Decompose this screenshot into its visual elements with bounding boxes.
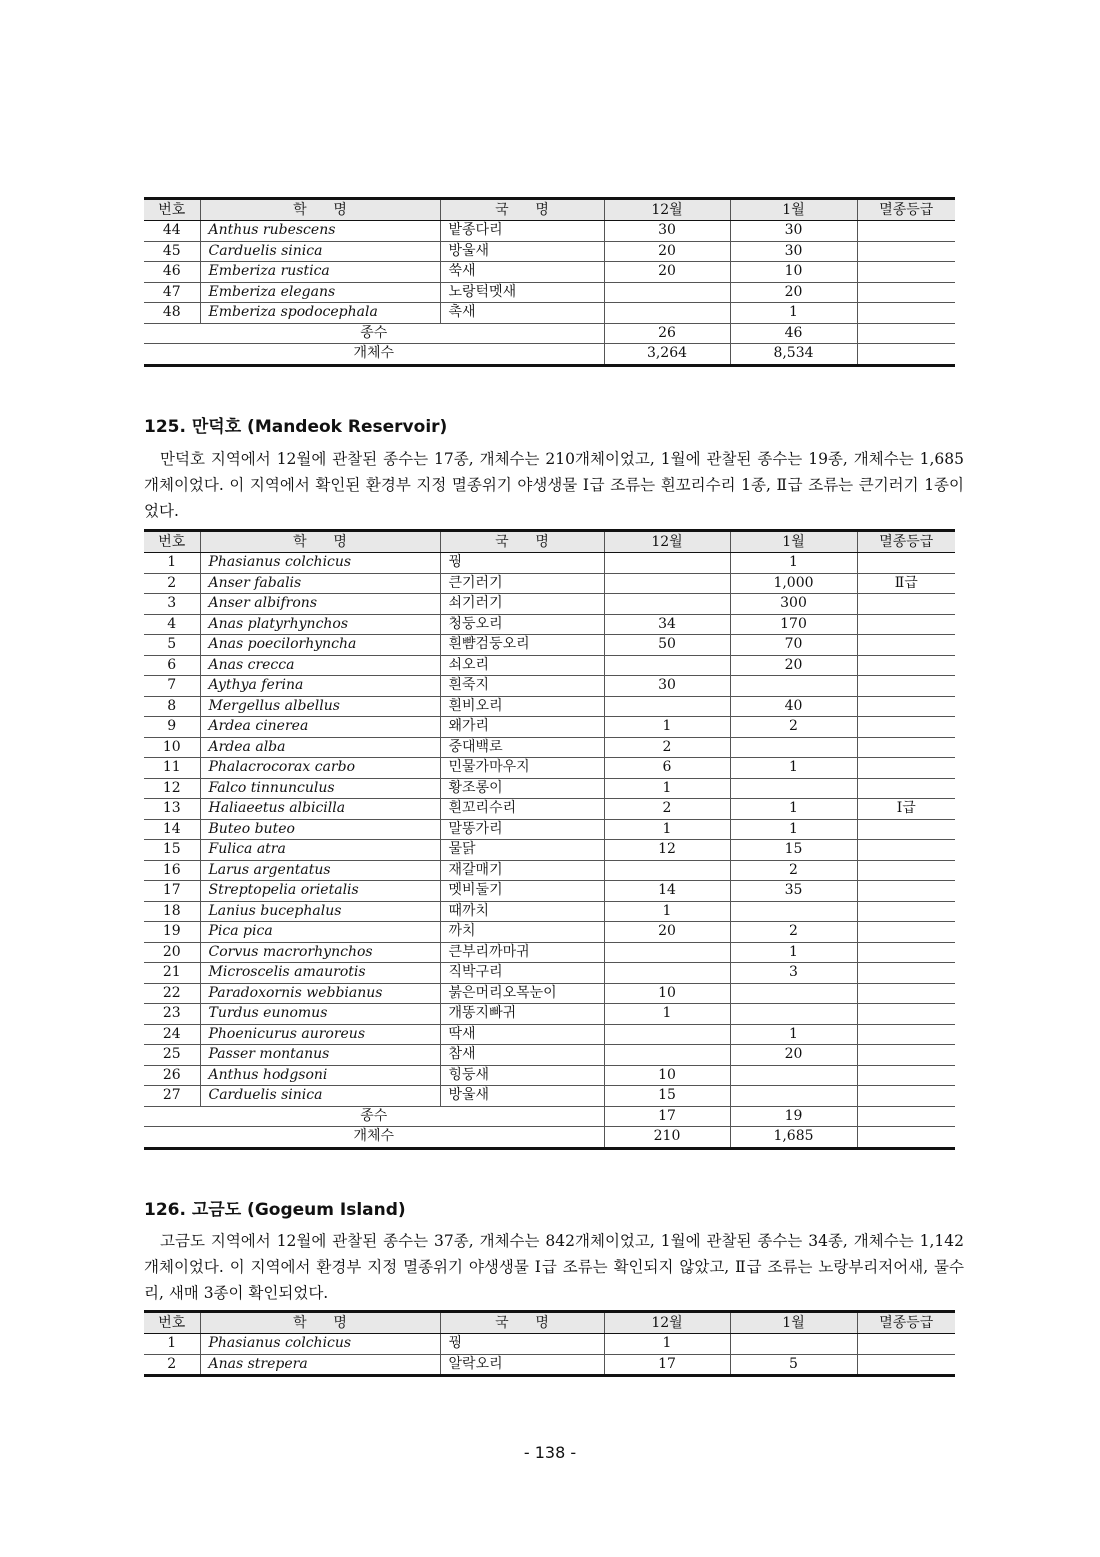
korean-name: 멧비둘기 [440,881,604,902]
december-count: 20 [604,922,730,943]
table-row [144,881,955,902]
scientific-name: Phalacrocorax carbo [200,758,440,779]
january-count [730,1334,857,1355]
table-row [144,778,955,799]
december-count: 2 [604,799,730,820]
individual-count-january: 8,534 [730,344,857,366]
korean-name: 말똥가리 [440,819,604,840]
row-number: 7 [144,676,200,697]
endangered-grade [857,778,955,799]
scientific-name: Carduelis sinica [200,241,440,262]
table-row [144,221,955,242]
december-count: 20 [604,262,730,283]
individual-count-grade [857,1127,955,1149]
korean-name: 알락오리 [440,1354,604,1376]
header-no: 번호 [144,199,200,221]
korean-name: 청둥오리 [440,614,604,635]
endangered-grade [857,1065,955,1086]
row-number: 19 [144,922,200,943]
row-number: 24 [144,1024,200,1045]
january-count: 2 [730,717,857,738]
endangered-grade [857,594,955,615]
january-count: 1 [730,1024,857,1045]
endangered-grade [857,614,955,635]
december-count: 10 [604,983,730,1004]
january-count: 30 [730,221,857,242]
table-row [144,262,955,283]
header-scientific-name: 학 명 [200,1312,440,1334]
header-endangered-grade: 멸종등급 [857,531,955,553]
scientific-name: Turdus eunomus [200,1004,440,1025]
individual-count-label: 개체수 [144,1127,604,1149]
korean-name: 민물가마우지 [440,758,604,779]
endangered-grade [857,655,955,676]
header-korean-name: 국 명 [440,199,604,221]
row-number: 1 [144,553,200,574]
endangered-grade [857,1045,955,1066]
scientific-name: Larus argentatus [200,860,440,881]
korean-name: 촉새 [440,303,604,324]
scientific-name: Carduelis sinica [200,1086,440,1107]
korean-name: 흰뺨검둥오리 [440,635,604,656]
december-count [604,696,730,717]
scientific-name: Falco tinnunculus [200,778,440,799]
species-count-label: 종수 [144,1106,604,1127]
scientific-name: Anas poecilorhyncha [200,635,440,656]
species-count-label: 종수 [144,323,604,344]
table-row [144,573,955,594]
scientific-name: Ardea alba [200,737,440,758]
january-count: 40 [730,696,857,717]
endangered-grade [857,1086,955,1107]
header-korean-name: 국 명 [440,531,604,553]
row-number: 27 [144,1086,200,1107]
korean-name: 흰죽지 [440,676,604,697]
table-row [144,860,955,881]
december-count: 2 [604,737,730,758]
scientific-name: Lanius bucephalus [200,901,440,922]
row-number: 14 [144,819,200,840]
header-scientific-name: 학 명 [200,531,440,553]
endangered-grade [857,282,955,303]
row-number: 21 [144,963,200,984]
header-no: 번호 [144,1312,200,1334]
january-count [730,676,857,697]
january-count: 3 [730,963,857,984]
endangered-grade [857,922,955,943]
species-count-january: 46 [730,323,857,344]
korean-name: 큰부리까마귀 [440,942,604,963]
header-endangered-grade: 멸종등급 [857,1312,955,1334]
individual-count-december: 3,264 [604,344,730,366]
row-number: 48 [144,303,200,324]
january-count: 1 [730,303,857,324]
endangered-grade [857,840,955,861]
korean-name: 직박구리 [440,963,604,984]
species-count-december: 17 [604,1106,730,1127]
december-count [604,594,730,615]
individual-count-grade [857,344,955,366]
december-count [604,1024,730,1045]
row-number: 45 [144,241,200,262]
endangered-grade [857,860,955,881]
table-row [144,799,955,820]
endangered-grade [857,1354,955,1376]
endangered-grade [857,737,955,758]
endangered-grade [857,262,955,283]
table-row [144,696,955,717]
header-january: 1월 [730,531,857,553]
korean-name: 황조롱이 [440,778,604,799]
header-korean-name: 국 명 [440,1312,604,1334]
row-number: 4 [144,614,200,635]
scientific-name: Anser albifrons [200,594,440,615]
korean-name: 때까치 [440,901,604,922]
species-table-mandeok [144,529,955,1150]
january-count: 20 [730,282,857,303]
species-count-grade [857,323,955,344]
species-table-gogeum [144,1310,955,1377]
january-count: 35 [730,881,857,902]
row-number: 23 [144,1004,200,1025]
endangered-grade [857,1334,955,1355]
endangered-grade [857,819,955,840]
december-count [604,573,730,594]
scientific-name: Haliaeetus albicilla [200,799,440,820]
table-row [144,635,955,656]
row-number: 44 [144,221,200,242]
individual-count-label: 개체수 [144,344,604,366]
scientific-name: Emberiza spodocephala [200,303,440,324]
species-table-continued [144,197,955,367]
december-count [604,282,730,303]
row-number: 11 [144,758,200,779]
endangered-grade [857,1004,955,1025]
row-number: 9 [144,717,200,738]
december-count: 50 [604,635,730,656]
january-count: 300 [730,594,857,615]
table-header-row [144,199,955,221]
december-count [604,553,730,574]
scientific-name: Anthus hodgsoni [200,1065,440,1086]
korean-name: 왜가리 [440,717,604,738]
korean-name: 흰비오리 [440,696,604,717]
header-january: 1월 [730,1312,857,1334]
scientific-name: Streptopelia orietalis [200,881,440,902]
korean-name: 쑥새 [440,262,604,283]
header-december: 12월 [604,199,730,221]
scientific-name: Fulica atra [200,840,440,861]
december-count: 6 [604,758,730,779]
table-row [144,922,955,943]
korean-name: 노랑턱멧새 [440,282,604,303]
endangered-grade [857,942,955,963]
scientific-name: Passer montanus [200,1045,440,1066]
korean-name: 재갈매기 [440,860,604,881]
december-count: 1 [604,1004,730,1025]
table-row [144,1045,955,1066]
individual-count-row [144,344,955,366]
korean-name: 밭종다리 [440,221,604,242]
table-row [144,840,955,861]
december-count [604,303,730,324]
table-row [144,655,955,676]
row-number: 3 [144,594,200,615]
december-count: 14 [604,881,730,902]
row-number: 26 [144,1065,200,1086]
table-header-row [144,1312,955,1334]
january-count: 10 [730,262,857,283]
table-row [144,614,955,635]
january-count [730,983,857,1004]
row-number: 2 [144,1354,200,1376]
section-125-title: 125. 만덕호 (Mandeok Reservoir) [144,417,448,437]
table-row [144,963,955,984]
table-row [144,282,955,303]
endangered-grade [857,881,955,902]
korean-name: 방울새 [440,1086,604,1107]
table-row [144,1065,955,1086]
header-endangered-grade: 멸종등급 [857,199,955,221]
row-number: 18 [144,901,200,922]
january-count: 1 [730,758,857,779]
table-row [144,553,955,574]
january-count: 2 [730,922,857,943]
january-count: 1 [730,553,857,574]
scientific-name: Buteo buteo [200,819,440,840]
scientific-name: Aythya ferina [200,676,440,697]
table-header-row [144,531,955,553]
scientific-name: Microscelis amaurotis [200,963,440,984]
january-count: 30 [730,241,857,262]
december-count: 1 [604,717,730,738]
scientific-name: Mergellus albellus [200,696,440,717]
row-number: 25 [144,1045,200,1066]
december-count: 1 [604,1334,730,1355]
january-count: 1,000 [730,573,857,594]
row-number: 12 [144,778,200,799]
table-row [144,758,955,779]
january-count [730,778,857,799]
endangered-grade [857,717,955,738]
december-count: 1 [604,901,730,922]
row-number: 22 [144,983,200,1004]
january-count: 20 [730,655,857,676]
table-row [144,1334,955,1355]
scientific-name: Paradoxornis webbianus [200,983,440,1004]
scientific-name: Anas strepera [200,1354,440,1376]
row-number: 20 [144,942,200,963]
row-number: 1 [144,1334,200,1355]
species-count-grade [857,1106,955,1127]
january-count [730,1004,857,1025]
january-count: 1 [730,799,857,820]
table-row [144,901,955,922]
row-number: 17 [144,881,200,902]
table-row [144,983,955,1004]
korean-name: 딱새 [440,1024,604,1045]
january-count [730,901,857,922]
december-count: 30 [604,221,730,242]
december-count [604,963,730,984]
endangered-grade [857,901,955,922]
december-count [604,1045,730,1066]
header-december: 12월 [604,531,730,553]
scientific-name: Phasianus colchicus [200,1334,440,1355]
december-count: 15 [604,1086,730,1107]
row-number: 47 [144,282,200,303]
korean-name: 방울새 [440,241,604,262]
january-count: 15 [730,840,857,861]
page-number: - 138 - [523,1443,577,1462]
january-count [730,1086,857,1107]
korean-name: 꿩 [440,553,604,574]
endangered-grade [857,303,955,324]
table-row [144,241,955,262]
endangered-grade: Ⅰ급 [857,799,955,820]
january-count: 170 [730,614,857,635]
table-row [144,737,955,758]
scientific-name: Emberiza elegans [200,282,440,303]
species-count-december: 26 [604,323,730,344]
header-december: 12월 [604,1312,730,1334]
endangered-grade: Ⅱ급 [857,573,955,594]
january-count: 20 [730,1045,857,1066]
december-count: 10 [604,1065,730,1086]
scientific-name: Anser fabalis [200,573,440,594]
december-count [604,655,730,676]
table-row [144,594,955,615]
section-125-paragraph: 만덕호 지역에서 12월에 관찰된 종수는 17종, 개체수는 210개체이었고, 1월에 관찰된 종수는 19종, 개체수는 1,685개체이었다. 이 지역에서 확인된 환경부 지정 멸종위기 야생생물 Ⅰ급 조류는 흰꼬리수리 1종, Ⅱ급 조류는 큰기러기 1종이었다. [144,450,964,520]
table-row [144,303,955,324]
korean-name: 쇠기러기 [440,594,604,615]
section-126-paragraph: 고금도 지역에서 12월에 관찰된 종수는 37종, 개체수는 842개체이었고, 1월에 관찰된 종수는 34종, 개체수는 1,142개체이었다. 이 지역에서 환경부 지정 멸종위기 야생생물 Ⅰ급 조류는 확인되지 않았고, Ⅱ급 조류는 노랑부리저어새, 물수리, 새매 3종이 확인되었다. [144,1232,964,1302]
species-count-january: 19 [730,1106,857,1127]
row-number: 10 [144,737,200,758]
scientific-name: Anas platyrhynchos [200,614,440,635]
species-count-row [144,1106,955,1127]
scientific-name: Phoenicurus auroreus [200,1024,440,1045]
january-count: 1 [730,819,857,840]
korean-name: 참새 [440,1045,604,1066]
scientific-name: Phasianus colchicus [200,553,440,574]
korean-name: 까치 [440,922,604,943]
scientific-name: Ardea cinerea [200,717,440,738]
endangered-grade [857,696,955,717]
table-row [144,1004,955,1025]
december-count: 17 [604,1354,730,1376]
table-row [144,819,955,840]
endangered-grade [857,635,955,656]
scientific-name: Emberiza rustica [200,262,440,283]
header-january: 1월 [730,199,857,221]
korean-name: 힝둥새 [440,1065,604,1086]
december-count: 12 [604,840,730,861]
december-count [604,942,730,963]
korean-name: 쇠오리 [440,655,604,676]
header-no: 번호 [144,531,200,553]
korean-name: 꿩 [440,1334,604,1355]
endangered-grade [857,1024,955,1045]
endangered-grade [857,221,955,242]
species-count-row [144,323,955,344]
endangered-grade [857,553,955,574]
table-row [144,1024,955,1045]
individual-count-december: 210 [604,1127,730,1149]
january-count: 1 [730,942,857,963]
january-count [730,1065,857,1086]
scientific-name: Corvus macrorhynchos [200,942,440,963]
row-number: 13 [144,799,200,820]
row-number: 46 [144,262,200,283]
row-number: 16 [144,860,200,881]
header-scientific-name: 학 명 [200,199,440,221]
endangered-grade [857,963,955,984]
individual-count-row [144,1127,955,1149]
row-number: 5 [144,635,200,656]
december-count: 20 [604,241,730,262]
individual-count-january: 1,685 [730,1127,857,1149]
table-row [144,1086,955,1107]
scientific-name: Pica pica [200,922,440,943]
row-number: 2 [144,573,200,594]
endangered-grade [857,758,955,779]
section-126-title: 126. 고금도 (Gogeum Island) [144,1200,406,1220]
table-row [144,676,955,697]
december-count [604,860,730,881]
january-count: 70 [730,635,857,656]
korean-name: 중대백로 [440,737,604,758]
scientific-name: Anthus rubescens [200,221,440,242]
korean-name: 붉은머리오목눈이 [440,983,604,1004]
table-row [144,942,955,963]
table-row [144,1354,955,1376]
endangered-grade [857,241,955,262]
december-count: 1 [604,778,730,799]
december-count: 30 [604,676,730,697]
korean-name: 큰기러기 [440,573,604,594]
korean-name: 개똥지빠귀 [440,1004,604,1025]
january-count [730,737,857,758]
table-row [144,717,955,738]
december-count: 1 [604,819,730,840]
endangered-grade [857,676,955,697]
row-number: 6 [144,655,200,676]
endangered-grade [857,983,955,1004]
january-count: 2 [730,860,857,881]
scientific-name: Anas crecca [200,655,440,676]
korean-name: 흰꼬리수리 [440,799,604,820]
december-count: 34 [604,614,730,635]
korean-name: 물닭 [440,840,604,861]
january-count: 5 [730,1354,857,1376]
row-number: 8 [144,696,200,717]
row-number: 15 [144,840,200,861]
